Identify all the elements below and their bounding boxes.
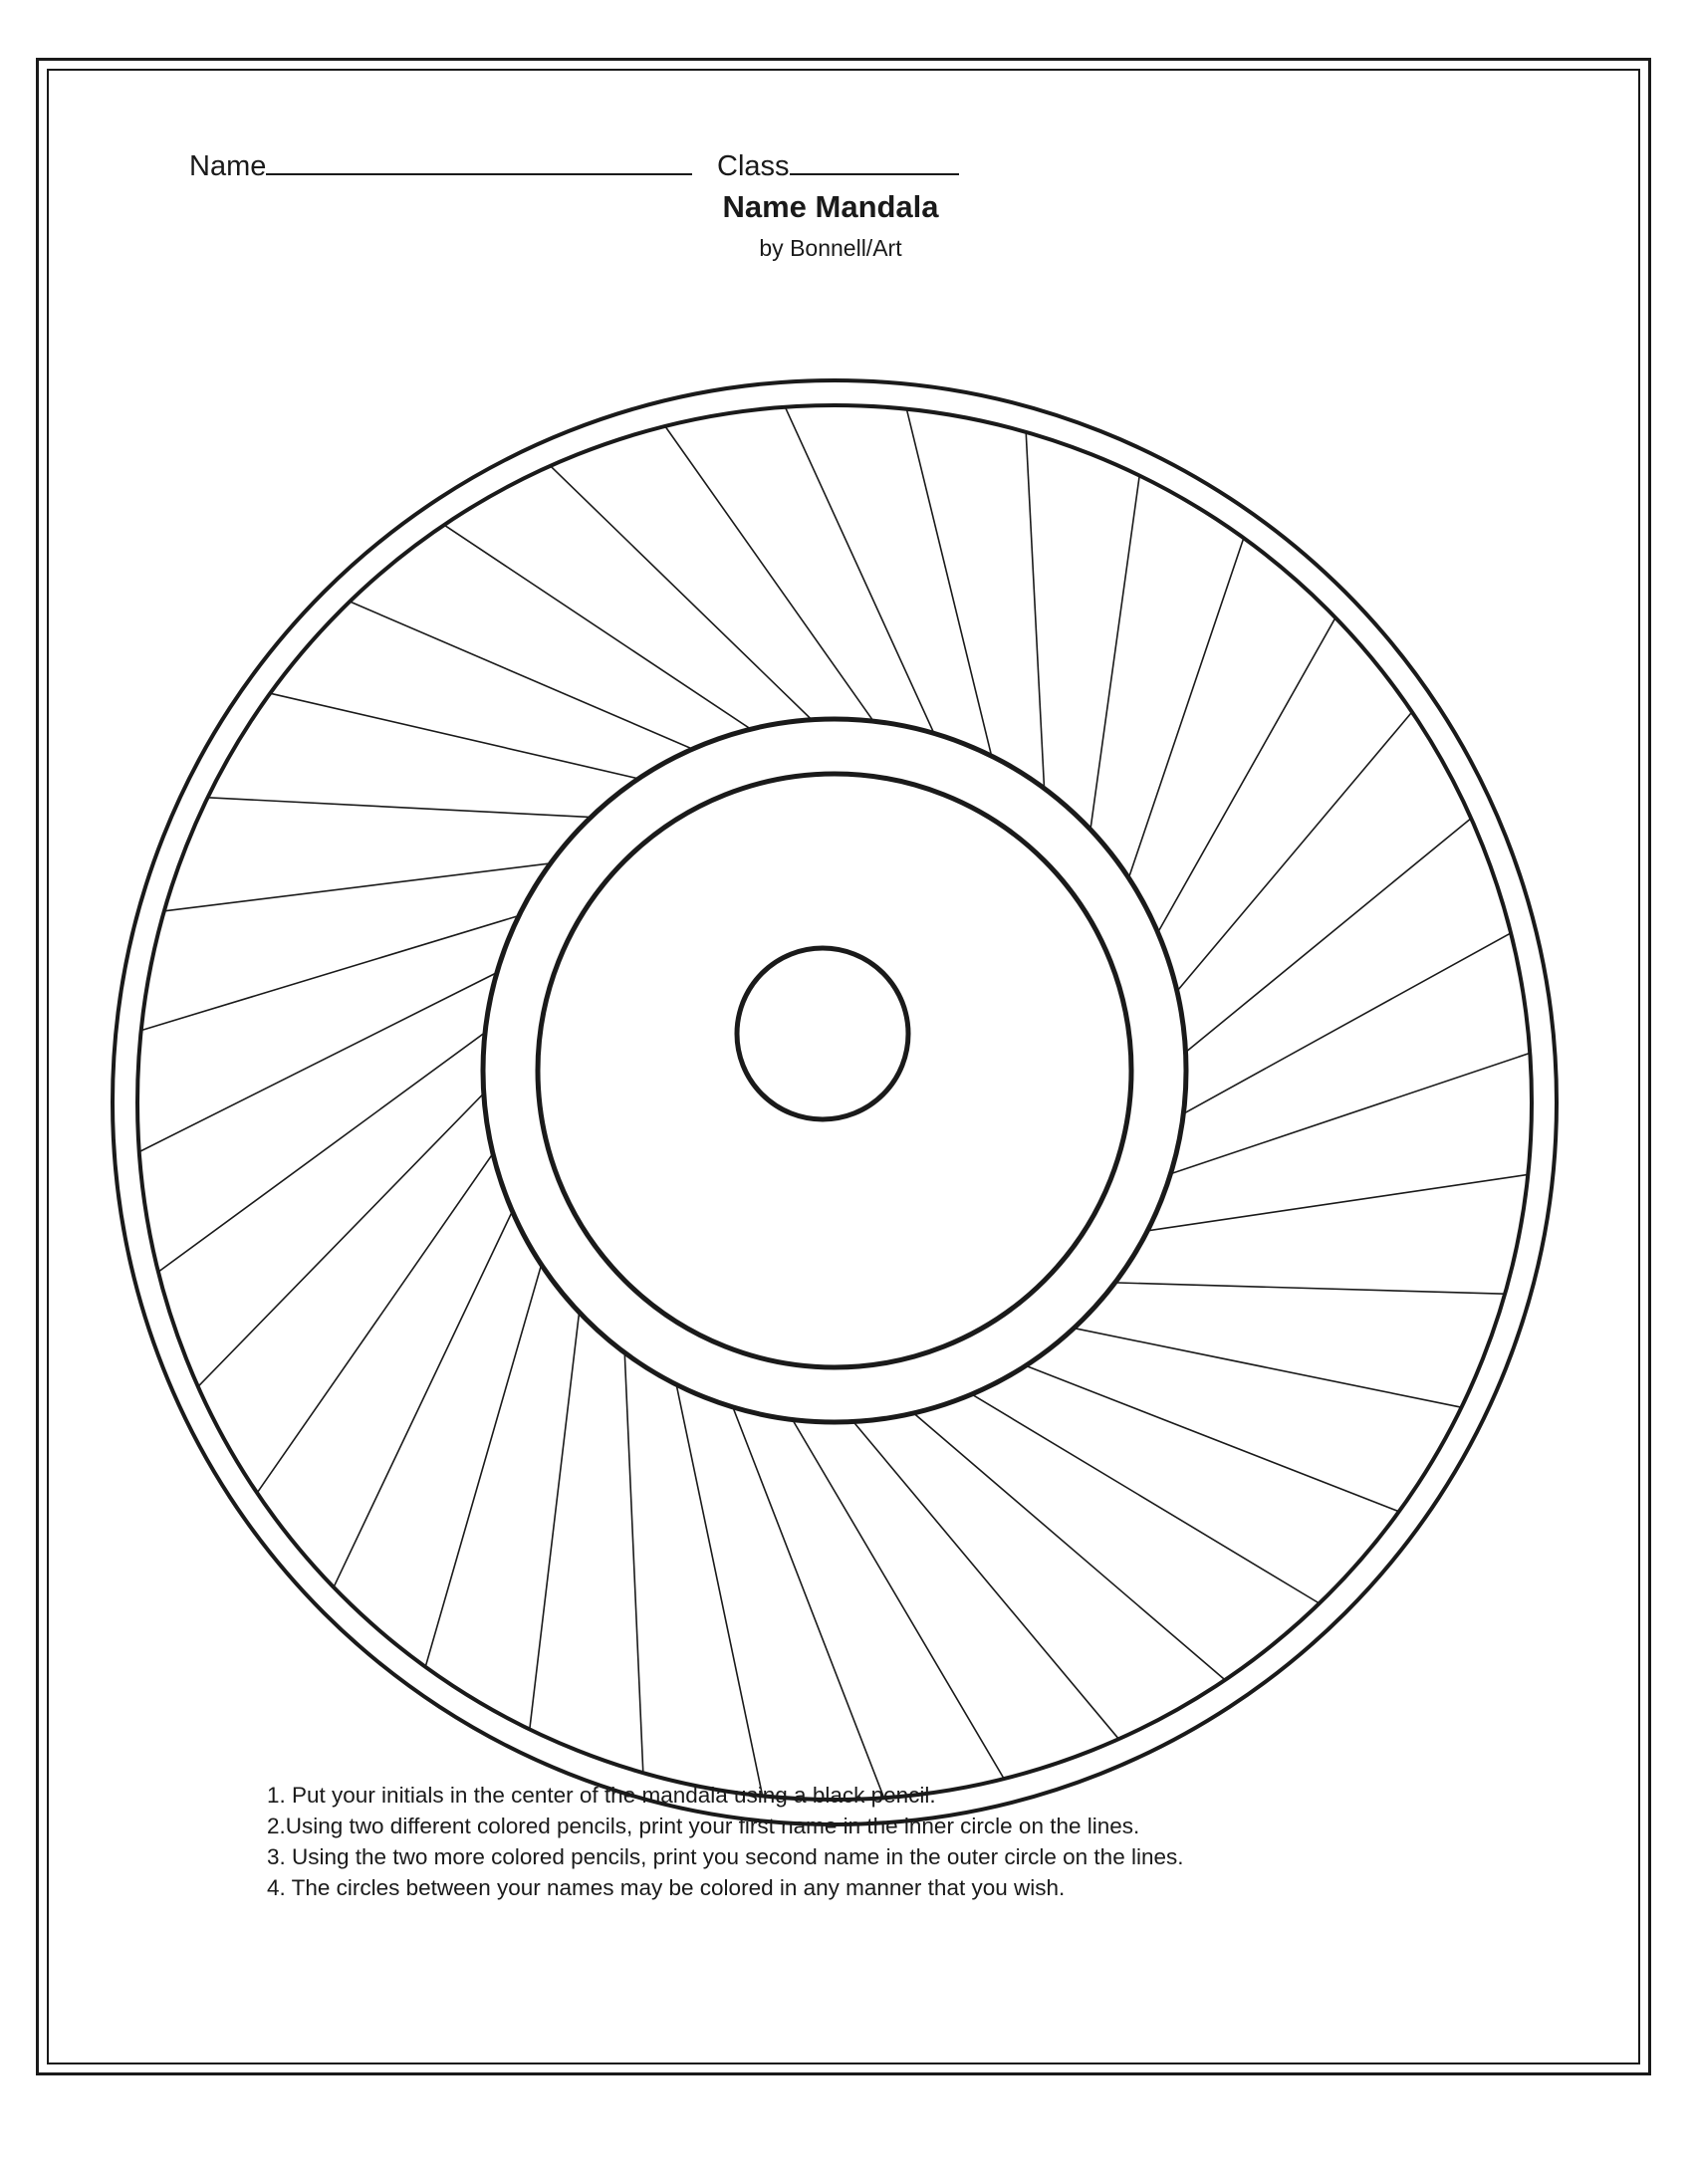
outer-ring-spoke-line (722, 1379, 884, 1798)
outer-ring-spoke-line (891, 1394, 1225, 1680)
outer-ring-spoke-line (1143, 1053, 1530, 1183)
outer-ring-spoke-line (257, 1127, 511, 1493)
mandala-center-circle (737, 948, 908, 1119)
outer-ring-spoke-line (947, 1379, 1320, 1603)
outer-ring-spoke-line (623, 1323, 643, 1773)
outer-ring-spoke-line (1143, 617, 1335, 958)
outer-ring-spoke-line (425, 1235, 550, 1667)
outer-ring-spoke-line (139, 958, 526, 1152)
outer-ring-spoke-line (1026, 432, 1046, 819)
outer-ring-spoke-line (158, 1014, 511, 1272)
outer-ring-spoke-line (1046, 1323, 1461, 1407)
worksheet-byline: by Bonnell/Art (759, 235, 902, 261)
class-label: Class (717, 150, 790, 182)
outer-ring-spoke-line (1119, 1174, 1528, 1235)
outer-ring-spoke-line (1087, 1282, 1505, 1294)
outer-ring-spoke-line (670, 1355, 763, 1796)
outer-ring-spoke-line (785, 407, 947, 762)
outer-ring-spoke-line (835, 1399, 1118, 1739)
instruction-item: 4. The circles between your names may be colored in any manner that you wish. (267, 1875, 1066, 1900)
instructions-list (267, 1780, 1184, 1903)
instruction-item: 2.Using two different colored pencils, print your first name in the inner circle on the lines. (267, 1814, 1140, 1838)
outer-ring-spoke-line (164, 859, 583, 911)
outer-ring-spoke-line (270, 693, 670, 786)
outer-ring-spoke-line (551, 466, 835, 742)
outer-ring-spoke-line (208, 798, 623, 819)
outer-ring-spoke-line (530, 1282, 583, 1729)
outer-ring-spoke-line (1087, 476, 1139, 859)
outer-ring-spoke-line (1119, 538, 1244, 906)
outer-ring-spoke-line (1163, 819, 1471, 1071)
instruction-item: 3. Using the two more colored pencils, print you second name in the outer circle on the lines. (267, 1844, 1184, 1869)
outer-ring-spoke-line (350, 602, 722, 762)
worksheet-title: Name Mandala (722, 189, 939, 224)
instruction-item: 1. Put your initials in the center of the mandala using a black pencil. (267, 1783, 936, 1808)
outer-ring-spoke-line (665, 426, 891, 747)
outer-ring-spoke-line (198, 1071, 506, 1386)
outer-ring-spoke-line (999, 1355, 1399, 1512)
name-label: Name (189, 150, 267, 182)
outer-ring-spoke-line (778, 1394, 1004, 1779)
